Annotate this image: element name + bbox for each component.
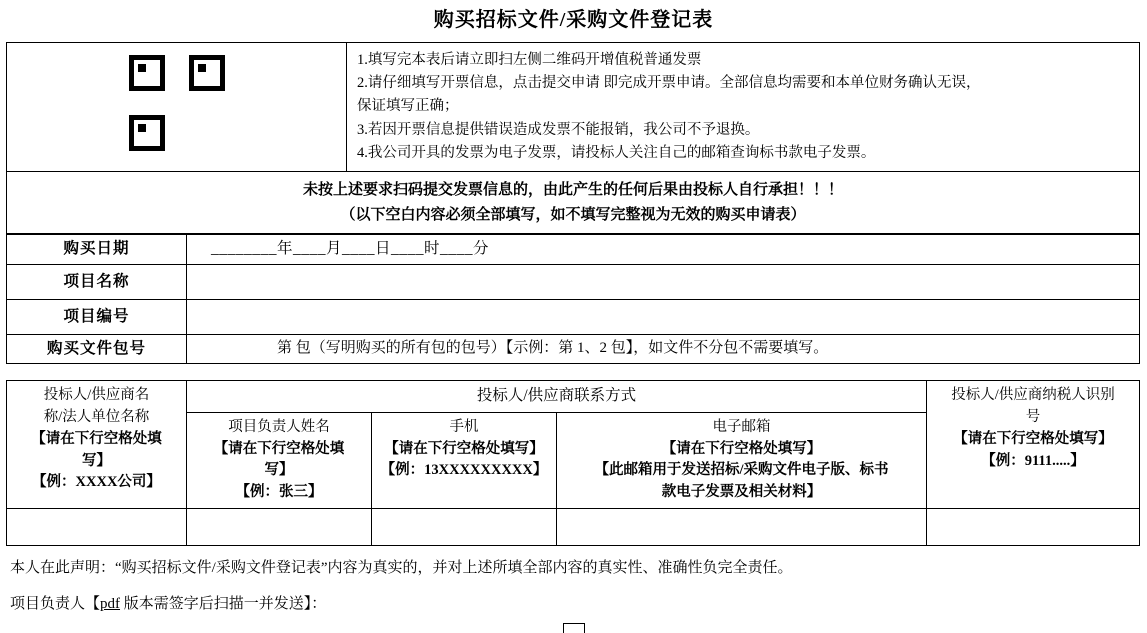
qr-finder-bottom-left (129, 115, 165, 151)
fields-table (6, 234, 1140, 364)
phone-header (372, 412, 557, 508)
project-number-label: 项目编号 (7, 299, 187, 334)
email-header-line-2: 【请在下行空格处填写】 (661, 440, 822, 457)
signature-underline-word: pdf (100, 595, 121, 612)
phone-value[interactable] (372, 508, 557, 545)
project-name-value[interactable] (187, 264, 1140, 299)
qr-code-icon[interactable] (129, 55, 225, 151)
package-value[interactable]: 第 包（写明购买的所有包的包号）【示例：第 1、2 包】，如文件不分包不需要填写。 (187, 334, 1140, 363)
taxid-header (927, 381, 1140, 508)
manager-header-line-2: 【请在下行空格处填 (213, 440, 345, 457)
bidder-name-header-line-1: 投标人/供应商名 (43, 387, 150, 404)
notice-line-3: 保证填写正确； (357, 98, 459, 115)
signature-suffix: 版本需签字后扫描一并发送】： (120, 595, 327, 612)
header-table (6, 42, 1140, 234)
manager-value[interactable] (187, 508, 372, 545)
warning-row (7, 171, 1140, 234)
qr-finder-top-left (129, 55, 165, 91)
package-label: 购买文件包号 (7, 334, 187, 363)
taxid-header-line-1: 投标人/供应商纳税人识别 (951, 387, 1115, 404)
bidder-header-row (7, 381, 1140, 412)
declaration-text: 本人在此声明：“购买招标文件/采购文件登记表”内容为真实的，并对上述所填全部内容的真实性、准确性负完全责任。 (10, 559, 793, 576)
project-name-row (7, 264, 1140, 299)
qr-notice-row (7, 43, 1140, 172)
bidder-name-header (7, 381, 187, 508)
page-title: 购买招标文件/采购文件登记表 (433, 9, 714, 31)
section-gap (6, 364, 1141, 380)
contact-section-title: 投标人/供应商联系方式 (187, 381, 927, 412)
notice-line-4: 3.若因开票信息提供错误造成发票不能报销，我公司不予退换。 (357, 121, 760, 138)
email-header-line-1: 电子邮箱 (712, 418, 771, 435)
email-header-line-3: 【此邮箱用于发送招标/采购文件电子版、标书 (594, 462, 889, 479)
bidder-table (6, 380, 1140, 545)
project-number-row (7, 299, 1140, 334)
purchase-date-row (7, 235, 1140, 264)
project-name-label: 项目名称 (7, 264, 187, 299)
phone-header-line-1: 手机 (449, 418, 479, 435)
notice-line-2: 2.请仔细填写开票信息，点击提交申请 即完成开票申请。全部信息均需要和本单位财务确认无误， (357, 75, 981, 92)
manager-header-line-3: 写】 (264, 462, 294, 479)
purchase-date-label: 购买日期 (7, 235, 187, 264)
phone-header-line-2: 【请在下行空格处填写】 (384, 440, 544, 457)
taxid-header-line-3: 【请在下行空格处填写】 (953, 430, 1113, 447)
page-bottom-marker (563, 623, 585, 633)
purchase-date-value[interactable]: ________年____月____日____时____分 (187, 235, 1140, 264)
package-row (7, 334, 1140, 363)
signature-prefix: 项目负责人【 (10, 595, 101, 612)
manager-header-line-1: 项目负责人姓名 (228, 418, 330, 435)
taxid-header-line-4: 【例：9111.....】 (981, 452, 1085, 469)
manager-header-line-4: 【例：张三】 (235, 484, 323, 501)
email-header (557, 412, 927, 508)
warning-line-1: 未按上述要求扫码提交发票信息的，由此产生的任何后果由投标人自行承担！！！ (302, 181, 843, 198)
taxid-header-line-2: 号 (1025, 409, 1041, 426)
email-value[interactable] (557, 508, 927, 545)
qr-finder-top-right (189, 55, 225, 91)
bidder-name-value[interactable] (7, 508, 187, 545)
phone-header-line-3: 【例：13XXXXXXXXX】 (380, 462, 548, 479)
notice-line-5: 4.我公司开具的发票为电子发票，请投标人关注自己的邮箱查询标书款电子发票。 (357, 144, 876, 161)
bidder-name-header-line-5: 【例：XXXX公司】 (32, 474, 161, 491)
qr-code-cell[interactable] (7, 43, 347, 172)
warning-line-2: （以下空白内容必须全部填写，如不填写完整视为无效的购买申请表） (340, 206, 806, 223)
bidder-name-header-line-2: 称/法人单位名称 (43, 409, 150, 426)
signature-line (6, 586, 1141, 620)
bidder-name-header-line-3: 【请在下行空格处填 (31, 430, 162, 447)
notice-line-1: 1.填写完本表后请立即扫左侧二维码开增值税普通发票 (357, 52, 702, 68)
email-header-line-4: 款电子发票及相关材料】 (661, 484, 822, 501)
bidder-values-row (7, 508, 1140, 545)
project-number-value[interactable] (187, 299, 1140, 334)
manager-header (187, 412, 372, 508)
taxid-value[interactable] (927, 508, 1140, 545)
warning-cell (7, 171, 1140, 234)
bidder-name-header-line-4: 写】 (82, 452, 111, 469)
invoice-notice (347, 43, 1140, 172)
